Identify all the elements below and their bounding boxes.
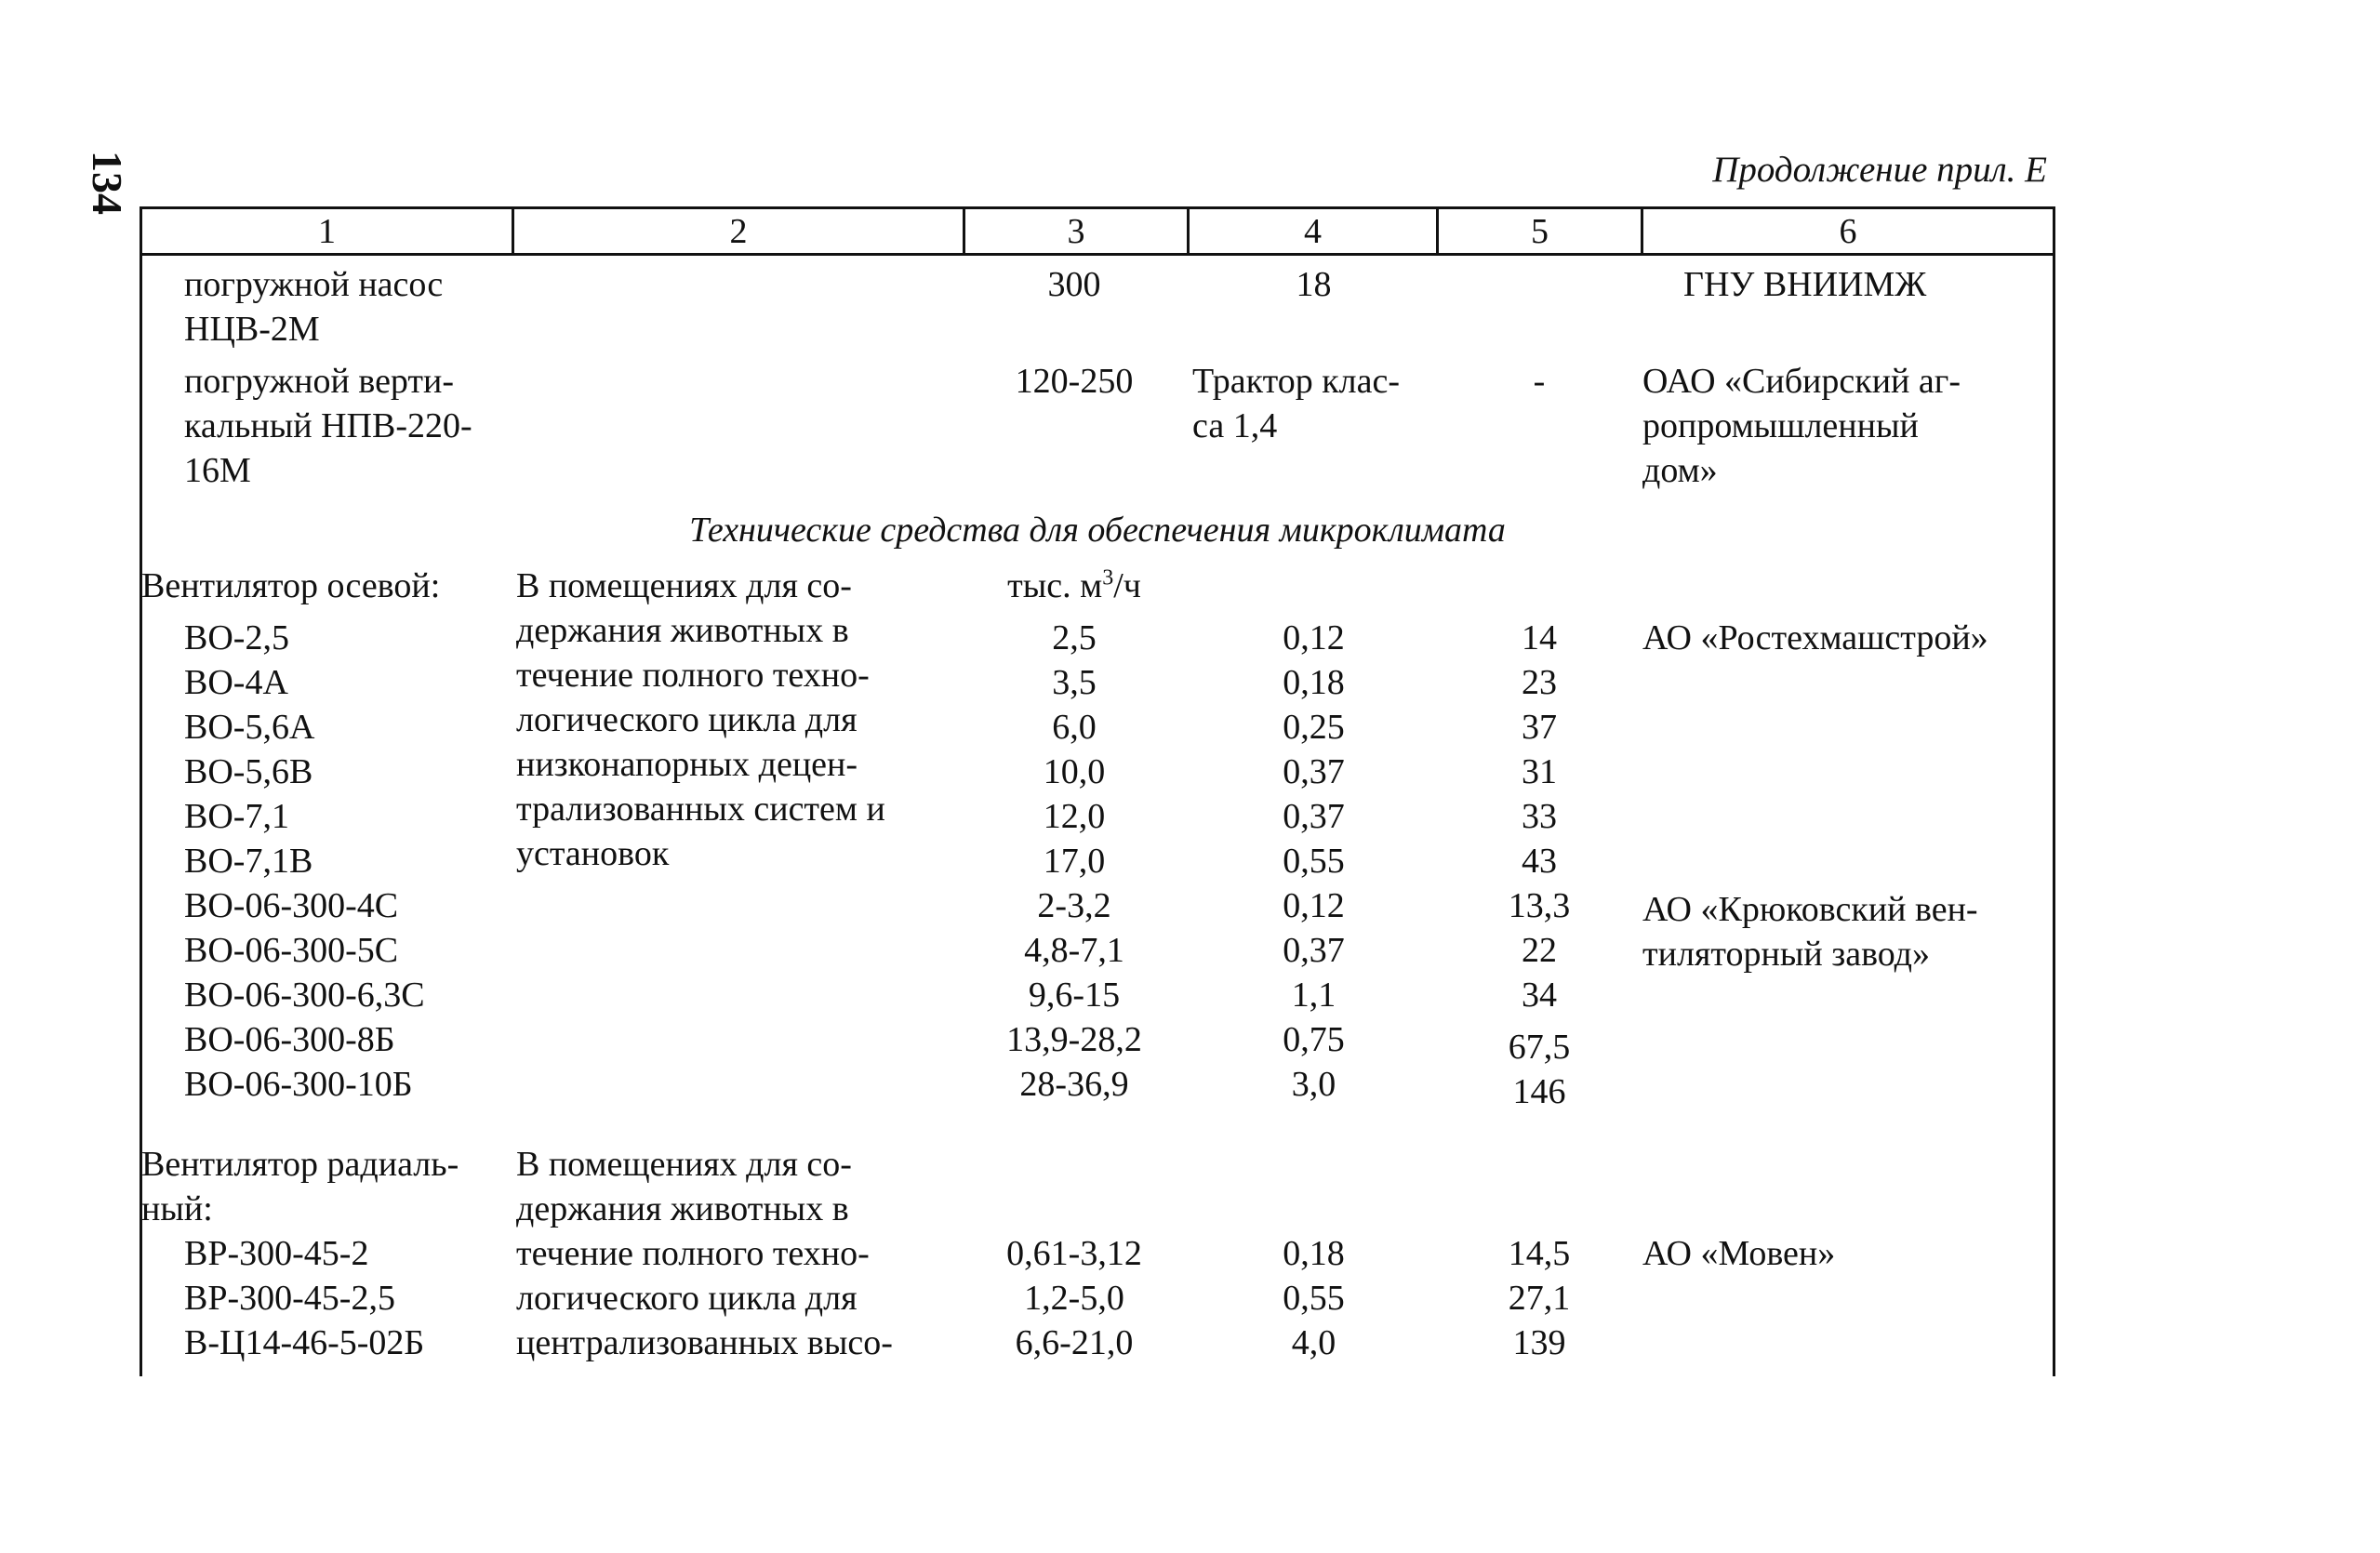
power-value: 0,37 <box>1283 931 1345 970</box>
flow-value: 12,0 <box>1043 797 1106 836</box>
model-name: ВО-2,5 <box>184 618 289 657</box>
power-value: 0,18 <box>1283 663 1345 702</box>
power-value: 0,12 <box>1283 618 1345 657</box>
flow-value: 10,0 <box>1043 752 1106 791</box>
model-name: ВО-5,6А <box>184 708 315 747</box>
flow-value: 2-3,2 <box>1037 886 1111 925</box>
group-title: Вентилятор осевой: <box>141 566 441 605</box>
mass-value: 22 <box>1522 931 1557 970</box>
mass-value: 31 <box>1522 752 1557 791</box>
column-header-4: 4 <box>1304 212 1322 251</box>
column-header-2: 2 <box>729 212 748 251</box>
equipment-name: кальный НПВ-220- <box>184 406 472 445</box>
model-name: В-Ц14-46-5-02Б <box>184 1323 425 1362</box>
power-value: 0,18 <box>1283 1234 1345 1273</box>
power-value: 0,37 <box>1283 797 1345 836</box>
mass-value: 67,5 <box>1508 1028 1571 1067</box>
section-title: Технические средства для обеспечения микроклимата <box>689 511 1506 550</box>
mass-value: 146 <box>1512 1072 1566 1111</box>
model-name: ВО-06-300-5С <box>184 931 399 970</box>
mass-value: 37 <box>1522 708 1557 747</box>
mass-value: - <box>1533 362 1546 401</box>
flow-value: 13,9-28,2 <box>1006 1020 1142 1059</box>
model-name: ВО-06-300-10Б <box>184 1065 413 1104</box>
group-title: ный: <box>141 1189 213 1228</box>
power-value: 0,37 <box>1283 752 1345 791</box>
manufacturer: ропромышленный <box>1642 406 1919 445</box>
description-line: логического цикла для <box>516 700 858 739</box>
mass-value: 33 <box>1522 797 1557 836</box>
equipment-name: погружной верти- <box>184 362 455 401</box>
mass-value: 13,3 <box>1508 886 1571 925</box>
model-name: ВО-06-300-8Б <box>184 1020 395 1059</box>
description-line: течение полного техно- <box>516 656 870 695</box>
column-header-1: 1 <box>318 212 336 251</box>
description-line: установок <box>516 834 670 873</box>
power-value: 1,1 <box>1291 976 1336 1015</box>
manufacturer: тиляторный завод» <box>1642 935 1930 974</box>
column-header-5: 5 <box>1531 212 1549 251</box>
mass-value: 14,5 <box>1508 1234 1571 1273</box>
unit-label: тыс. $м^3/ч$ <box>1007 565 1141 605</box>
model-name: ВР-300-45-2,5 <box>184 1279 395 1318</box>
group-title: Вентилятор радиаль- <box>141 1145 459 1184</box>
flow-value: 0,61-3,12 <box>1006 1234 1142 1273</box>
flow-value: 28-36,9 <box>1019 1065 1129 1104</box>
flow-value: 3,5 <box>1052 663 1097 702</box>
page-number: 134 <box>84 151 131 215</box>
description-line: держания животных в <box>516 1189 849 1228</box>
flow-value: 6,6-21,0 <box>1015 1323 1134 1362</box>
manufacturer: АО «Мовен» <box>1642 1234 1836 1273</box>
equipment-name: НЦВ-2М <box>184 310 320 349</box>
equipment-table <box>140 206 2055 1376</box>
power-value: са 1,4 <box>1192 406 1278 445</box>
mass-value: 139 <box>1512 1323 1566 1362</box>
equipment-name: погружной насос <box>184 265 444 304</box>
model-name: ВО-06-300-6,3С <box>184 976 425 1015</box>
model-name: ВО-5,6В <box>184 752 313 791</box>
description-line: логического цикла для <box>516 1279 858 1318</box>
column-header-6: 6 <box>1839 212 1857 251</box>
table-right-border <box>2053 206 2055 1376</box>
flow-value: 300 <box>1047 265 1101 304</box>
flow-value: 1,2-5,0 <box>1024 1279 1124 1318</box>
power-value: 3,0 <box>1291 1065 1336 1104</box>
flow-value: 120-250 <box>1015 362 1134 401</box>
power-value: 18 <box>1296 265 1332 304</box>
power-value: 0,55 <box>1283 1279 1345 1318</box>
column-header-3: 3 <box>1067 212 1085 251</box>
model-name: ВО-4А <box>184 663 288 702</box>
power-value: 4,0 <box>1291 1323 1336 1362</box>
continuation-label: Продолжение прил. Е <box>1712 150 2047 190</box>
description-line: В помещениях для со- <box>516 1145 852 1184</box>
mass-value: 27,1 <box>1508 1279 1571 1318</box>
description-line: В помещениях для со- <box>516 566 852 605</box>
model-name: ВО-7,1 <box>184 797 289 836</box>
description-line: централизованных высо- <box>516 1323 893 1362</box>
manufacturer: АО «Ростехмашстрой» <box>1642 618 1988 657</box>
flow-value: 9,6-15 <box>1028 976 1121 1015</box>
model-name: ВО-06-300-4С <box>184 886 399 925</box>
description-line: низконапорных децен- <box>516 745 858 784</box>
equipment-name: 16М <box>184 451 251 490</box>
flow-value: 17,0 <box>1043 842 1106 881</box>
flow-value: 2,5 <box>1052 618 1097 657</box>
manufacturer: АО «Крюковский вен- <box>1642 890 1978 929</box>
power-value: 0,12 <box>1283 886 1345 925</box>
manufacturer: ОАО «Сибирский аг- <box>1642 362 1961 401</box>
manufacturer: дом» <box>1642 451 1718 490</box>
power-value: 0,75 <box>1283 1020 1345 1059</box>
mass-value: 23 <box>1522 663 1557 702</box>
model-name: ВР-300-45-2 <box>184 1234 369 1273</box>
mass-value: 14 <box>1522 618 1557 657</box>
description-line: течение полного техно- <box>516 1234 870 1273</box>
description-line: держания животных в <box>516 611 849 650</box>
flow-value: 6,0 <box>1052 708 1097 747</box>
mass-value: 34 <box>1522 976 1557 1015</box>
power-value: Трактор клас- <box>1192 362 1401 401</box>
flow-value: 4,8-7,1 <box>1024 931 1124 970</box>
description-line: трализованных систем и <box>516 790 885 829</box>
model-name: ВО-7,1В <box>184 842 313 881</box>
mass-value: 43 <box>1522 842 1557 881</box>
manufacturer: ГНУ ВНИИМЖ <box>1683 265 1927 304</box>
power-value: 0,55 <box>1283 842 1345 881</box>
power-value: 0,25 <box>1283 708 1345 747</box>
